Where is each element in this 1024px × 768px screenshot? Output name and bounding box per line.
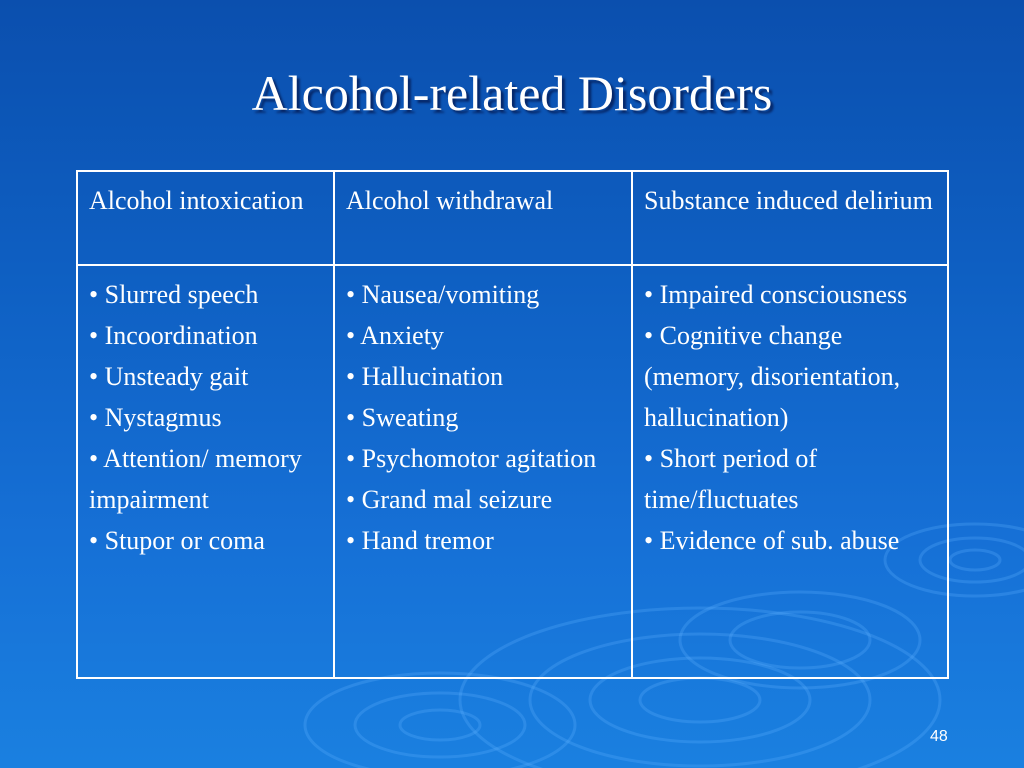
disorders-table bbox=[76, 170, 949, 679]
list-item: • Unsteady gait bbox=[89, 362, 249, 391]
list-item: • Slurred speech bbox=[89, 280, 259, 309]
list-item: • Stupor or coma bbox=[89, 526, 265, 555]
list-item: • Grand mal seizure bbox=[346, 485, 553, 514]
header-cell-substance-induced-delirium: Substance induced delirium bbox=[632, 171, 948, 265]
list-item: • Hallucination bbox=[346, 362, 504, 391]
list-item: • Impaired consciousness bbox=[644, 280, 908, 309]
list-item: • Hand tremor bbox=[346, 526, 494, 555]
slide-title: Alcohol-related Disorders bbox=[251, 65, 773, 121]
list-item: • Psychomotor agitation bbox=[346, 444, 597, 473]
list-item: • Incoordination bbox=[89, 321, 258, 350]
intoxication-symptoms-cell bbox=[77, 265, 334, 678]
list-item: • Cognitive change (memory, disorientation, hallucination) bbox=[644, 321, 901, 432]
page-number: 48 bbox=[930, 728, 948, 745]
list-item: • Short period of time/fluctuates bbox=[644, 444, 818, 514]
list-item: • Anxiety bbox=[346, 321, 444, 350]
header-cell-alcohol-withdrawal: Alcohol withdrawal bbox=[334, 171, 632, 265]
table-header-row bbox=[77, 171, 948, 265]
table-row bbox=[77, 265, 948, 678]
list-item: • Evidence of sub. abuse bbox=[644, 526, 900, 555]
list-item: • Nystagmus bbox=[89, 403, 222, 432]
list-item: • Attention/ memory impairment bbox=[89, 444, 302, 514]
header-cell-alcohol-intoxication: Alcohol intoxication bbox=[77, 171, 334, 265]
withdrawal-symptoms-cell bbox=[334, 265, 632, 678]
list-item: • Nausea/vomiting bbox=[346, 280, 540, 309]
list-item: • Sweating bbox=[346, 403, 459, 432]
delirium-symptoms-cell bbox=[632, 265, 948, 678]
